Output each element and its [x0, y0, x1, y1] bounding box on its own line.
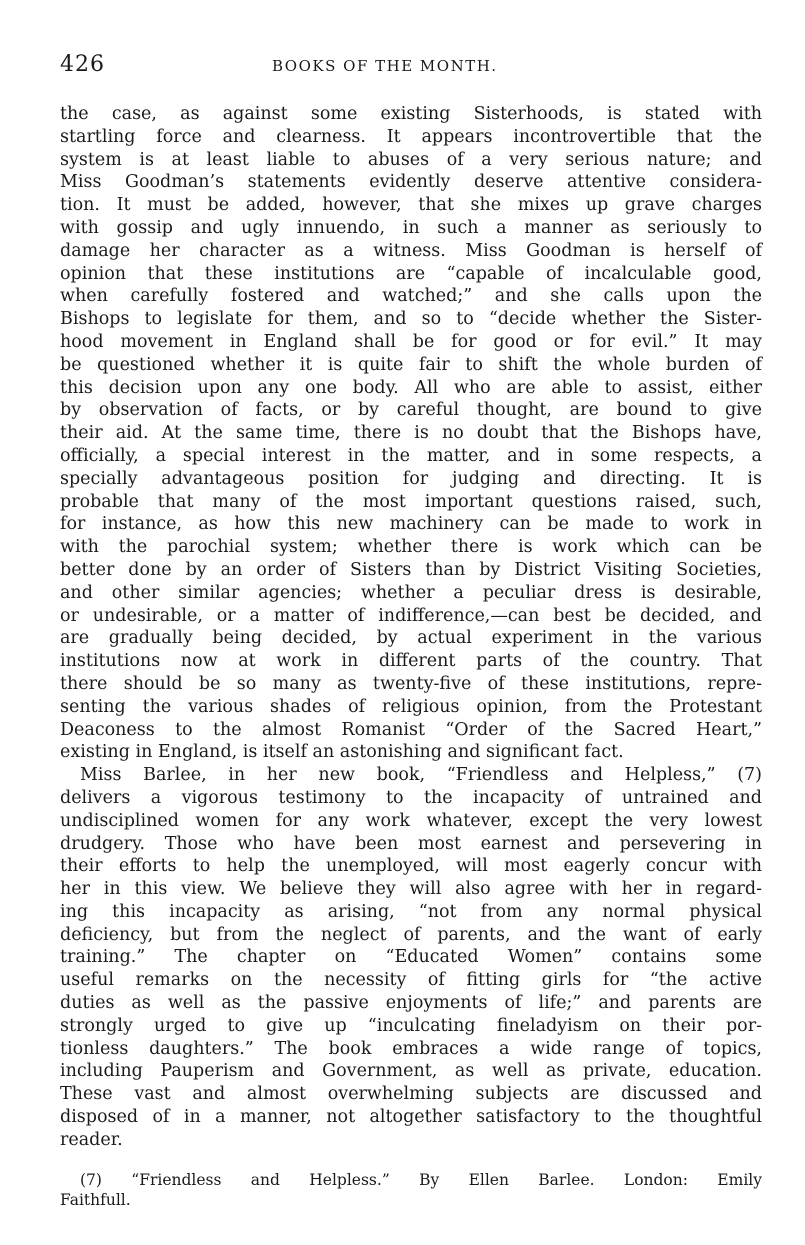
text-line: their aid. At the same time, there is no doubt that the Bishops have,	[60, 423, 762, 444]
text-line: These vast and almost overwhelming subjects are discussed and	[60, 1084, 762, 1105]
page-number: 426	[60, 52, 105, 77]
text-line: and other similar agencies; whether a peculiar dress is desirable,	[60, 582, 762, 603]
text-line: training.” The chapter on “Educated Women” contains some	[60, 947, 762, 968]
text-line: be questioned whether it is quite fair to shift the whole burden of	[60, 354, 762, 375]
text-line: drudgery. Those who have been most earnest and persevering in	[60, 833, 762, 854]
text-line: tion. It must be added, however, that she mixes up grave charges	[60, 195, 762, 216]
text-line: duties as well as the passive enjoyments of life;” and parents are	[60, 993, 762, 1014]
text-line: existing in England, is itself an astonishing and significant fact.	[60, 742, 624, 763]
text-line: with gossip and ugly innuendo, in such a manner as seriously to	[60, 217, 762, 238]
text-line: hood movement in England shall be for good or for evil.” It may	[60, 331, 762, 352]
text-line: damage her character as a witness. Miss Goodman is herself of	[60, 240, 762, 261]
text-line: the case, as against some existing Sisterhoods, is stated with	[60, 104, 762, 124]
footnote-line: (7) “Friendless and Helpless.” By Ellen Barlee. London: Emily	[80, 1171, 762, 1189]
text-line: with the parochial system; whether there is work which can be	[60, 537, 762, 558]
paragraph-1	[60, 103, 762, 764]
text-line: undisciplined women for any work whatever, except the very lowest	[60, 810, 762, 831]
text-line: reader.	[60, 1129, 123, 1150]
text-line: are gradually being decided, by actual experiment in the various	[60, 628, 762, 649]
text-line: probable that many of the most important questions raised, such,	[60, 491, 762, 512]
text-line: including Pauperism and Government, as well as private, education.	[60, 1061, 762, 1082]
text-line: Miss Goodman’s statements evidently deserve attentive considera-	[60, 172, 762, 193]
text-line: Miss Barlee, in her new book, “Friendless and Helpless,” (7)	[80, 765, 762, 786]
text-line: officially, a special interest in the matter, and in some respects, a	[60, 445, 762, 466]
text-line: strongly urged to give up “inculcating fineladyism on their por-	[60, 1015, 762, 1036]
text-line: when carefully fostered and watched;” and she calls upon the	[60, 286, 762, 307]
paragraph-2	[60, 764, 762, 1152]
text-line: opinion that these institutions are “capable of incalculable good,	[60, 263, 762, 284]
footnote-line: Faithfull.	[60, 1191, 131, 1209]
body-text	[60, 103, 762, 1152]
text-line: by observation of facts, or by careful thought, are bound to give	[60, 400, 762, 421]
text-line: startling force and clearness. It appears incontrovertible that the	[60, 126, 762, 147]
text-line: disposed of in a manner, not altogether satisfactory to the thoughtful	[60, 1107, 762, 1128]
text-line: specially advantageous position for judging and directing. It is	[60, 468, 762, 489]
text-line: tionless daughters.” The book embraces a wide range of topics,	[60, 1038, 762, 1059]
text-line: for instance, as how this new machinery can be made to work in	[60, 514, 762, 535]
text-line: better done by an order of Sisters than by District Visiting Societies,	[60, 559, 762, 580]
footnote	[60, 1170, 762, 1210]
text-line: there should be so many as twenty-five of these institutions, repre-	[60, 673, 762, 694]
text-line: senting the various shades of religious opinion, from the Protestant	[60, 696, 762, 717]
text-line: system is at least liable to abuses of a very serious nature; and	[60, 149, 762, 170]
text-line: institutions now at work in different parts of the country. That	[60, 651, 762, 672]
text-line: her in this view. We believe they will also agree with her in regard-	[60, 879, 762, 900]
text-line: delivers a vigorous testimony to the incapacity of untrained and	[60, 787, 762, 808]
running-title: BOOKS OF THE MONTH.	[272, 57, 498, 75]
page-header	[60, 52, 760, 82]
text-line: this decision upon any one body. All who are able to assist, either	[60, 377, 762, 398]
text-line: deficiency, but from the neglect of parents, and the want of early	[60, 924, 762, 945]
text-line: their efforts to help the unemployed, will most eagerly concur with	[60, 856, 762, 877]
text-line: useful remarks on the necessity of fitting girls for “the active	[60, 970, 762, 991]
text-line: or undesirable, or a matter of indifference,—can best be decided, and	[60, 605, 762, 626]
text-line: Bishops to legislate for them, and so to “decide whether the Sister-	[60, 309, 762, 330]
text-line: ing this incapacity as arising, “not from any normal physical	[60, 901, 762, 922]
text-line: Deaconess to the almost Romanist “Order of the Sacred Heart,”	[60, 719, 762, 740]
